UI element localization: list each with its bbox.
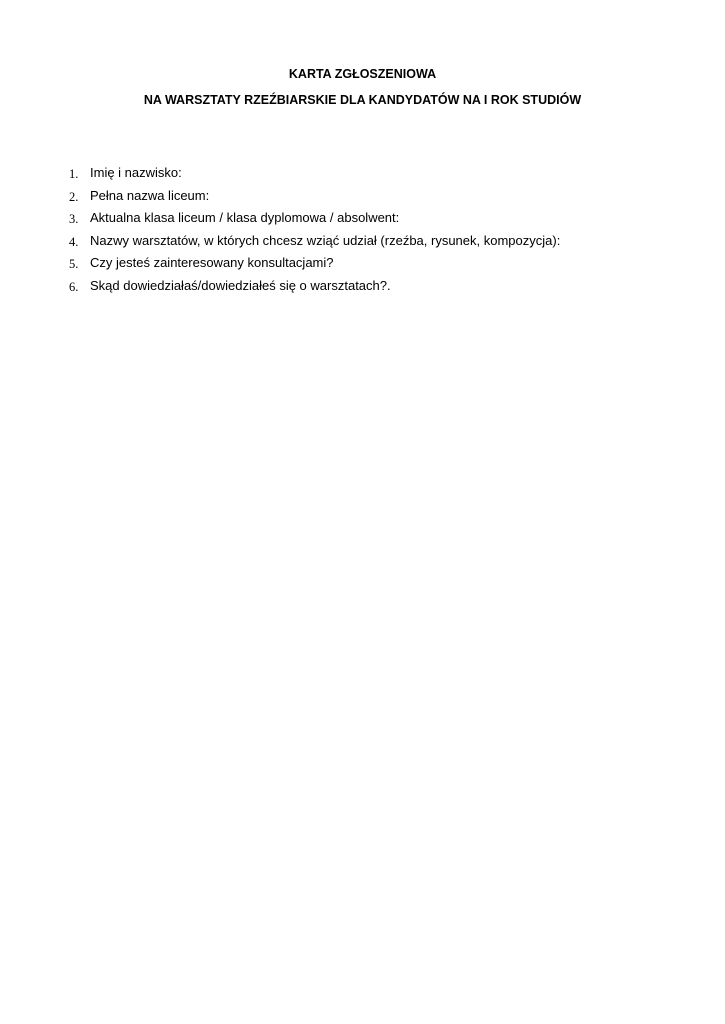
item-text: Pełna nazwa liceum:	[90, 187, 210, 203]
item-text: Aktualna klasa liceum / klasa dyplomowa / absolwent:	[90, 210, 400, 226]
item-text: Skąd dowiedziałaś/dowiedziałeś się o warsztatach?.	[90, 277, 391, 293]
item-text: Czy jesteś zainteresowany konsultacjami?	[90, 255, 334, 271]
form-header	[0, 66, 725, 118]
form-title: KARTA ZGŁOSZENIOWA	[288, 67, 437, 81]
item-number: 5.	[69, 257, 79, 272]
item-number: 6.	[69, 279, 79, 294]
item-number: 2.	[69, 189, 79, 204]
item-number: 1.	[69, 167, 79, 181]
item-number: 3.	[69, 212, 79, 227]
item-number: 4.	[69, 234, 79, 249]
form-subtitle: NA WARSZTATY RZEŹBIARSKIE DLA KANDYDATÓW NA I ROK STUDIÓW	[143, 93, 582, 107]
item-text: Nazwy warsztatów, w których chcesz wziąć udział (rzeźba, rysunek, kompozycja):	[90, 232, 561, 248]
item-text: Imię i nazwisko:	[90, 165, 182, 180]
